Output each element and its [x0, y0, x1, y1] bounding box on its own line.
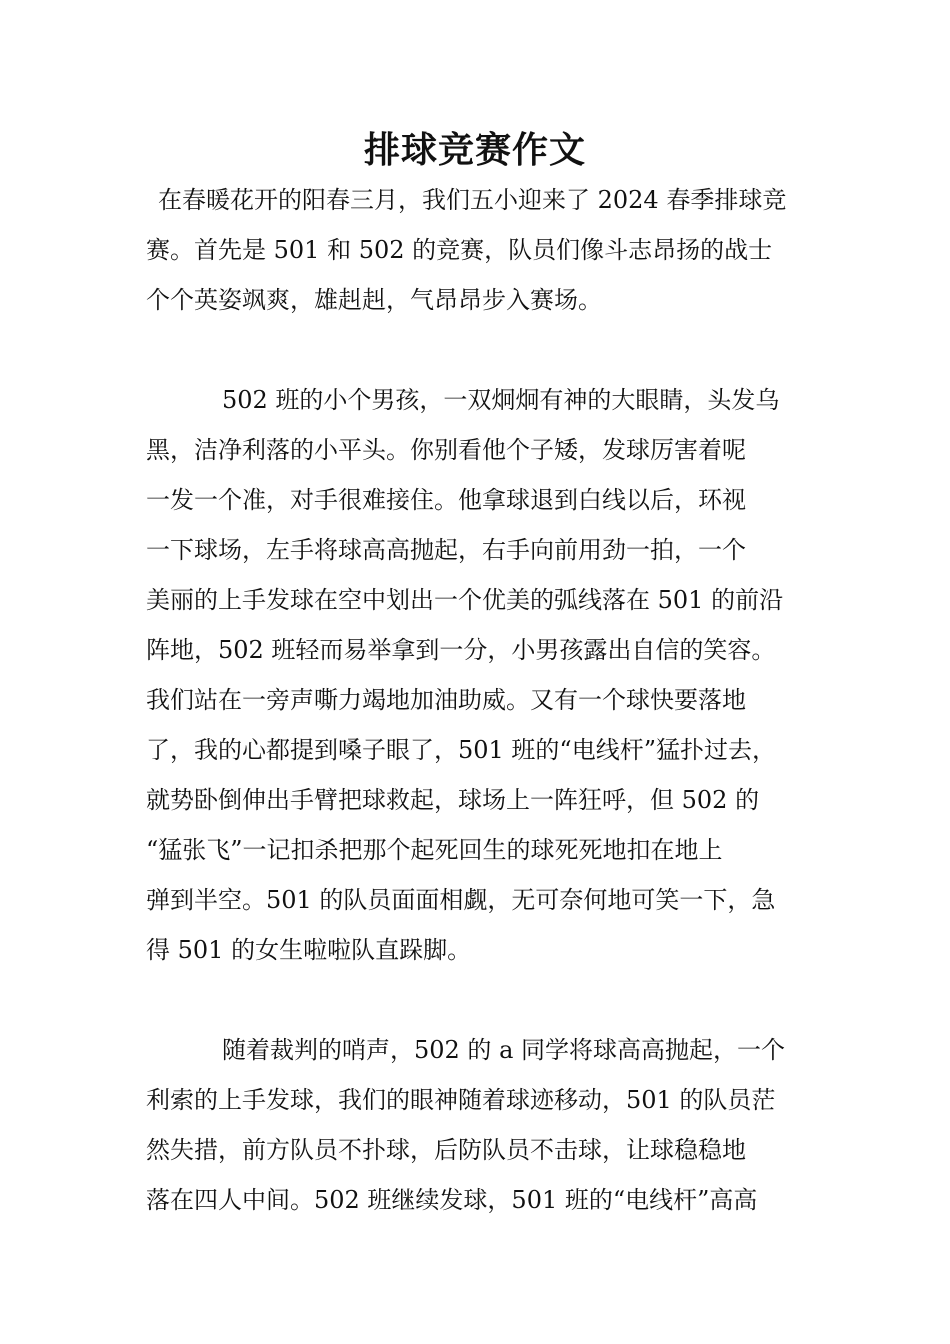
paragraph-2-line-12: 得 501 的女生啦啦队直跺脚。	[146, 936, 472, 964]
paragraph-3-line-4: 落在四人中间。502 班继续发球，501 班的“电线杆”高高	[146, 1186, 758, 1214]
paragraph-2-line-4: 一下球场，左手将球高高抛起，右手向前用劲一拍，一个	[146, 536, 746, 564]
paragraph-2-line-7: 我们站在一旁声嘶力竭地加油助威。又有一个球快要落地	[146, 686, 746, 714]
paragraph-2-line-8: 了，我的心都提到嗓子眼了，501 班的“电线杆”猛扑过去，	[146, 736, 776, 764]
paragraph-2-line-11: 弹到半空。501 的队员面面相觑，无可奈何地可笑一下，急	[146, 886, 776, 914]
paragraph-3-line-2: 利索的上手发球，我们的眼神随着球迹移动，501 的队员茫	[146, 1086, 776, 1114]
paragraph-1-line-1: 在春暖花开的阳春三月，我们五小迎来了 2024 春季排球竞	[158, 186, 787, 214]
paragraph-2-line-10: “猛张飞”一记扣杀把那个起死回生的球死死地扣在地上	[146, 836, 723, 864]
paragraph-1-line-2: 赛。首先是 501 和 502 的竞赛，队员们像斗志昂扬的战士	[146, 236, 773, 264]
document-title: 排球竞赛作文	[363, 129, 586, 171]
paragraph-3-line-3: 然失措，前方队员不扑球，后防队员不击球，让球稳稳地	[146, 1136, 746, 1164]
paragraph-2-line-3: 一发一个准，对手很难接住。他拿球退到白线以后，环视	[146, 486, 746, 514]
paragraph-2-line-2: 黑，洁净利落的小平头。你别看他个子矮，发球厉害着呢	[146, 436, 746, 464]
paragraph-1-line-3: 个个英姿飒爽，雄赳赳，气昂昂步入赛场。	[146, 286, 602, 314]
paragraph-2-line-9: 就势卧倒伸出手臂把球救起，球场上一阵狂呼，但 502 的	[146, 786, 760, 814]
paragraph-2-line-5: 美丽的上手发球在空中划出一个优美的弧线落在 501 的前沿	[146, 586, 784, 614]
paragraph-3-line-1: 随着裁判的哨声，502 的 a 同学将球高高抛起，一个	[222, 1036, 786, 1064]
paragraph-2-line-1: 502 班的小个男孩，一双炯炯有神的大眼睛，头发乌	[222, 386, 780, 414]
paragraph-2-line-6: 阵地，502 班轻而易举拿到一分，小男孩露出自信的笑容。	[146, 636, 776, 664]
